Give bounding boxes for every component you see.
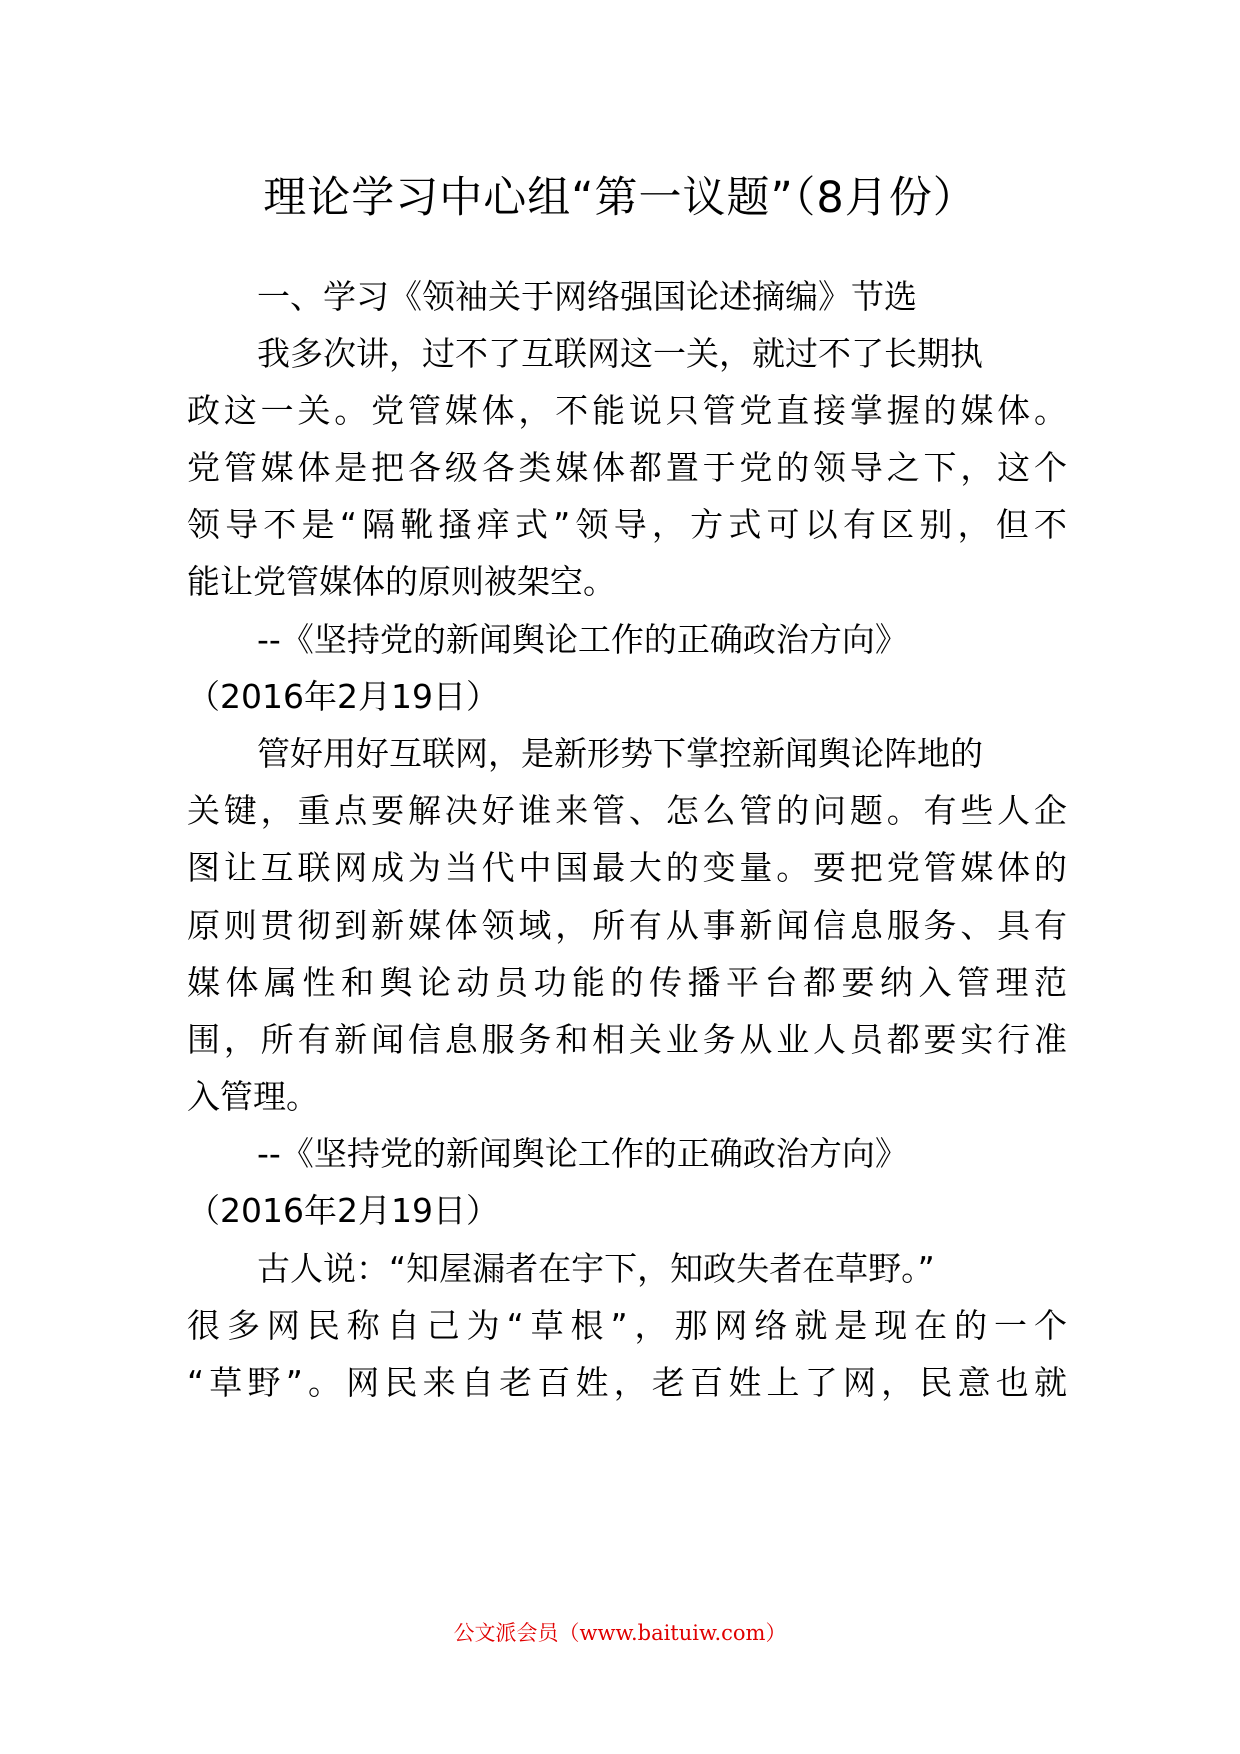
paragraph-line: 关键，重点要解决好谁来管、怎么管的问题。有些人企	[187, 791, 1067, 830]
paragraph-line: 我多次讲，过不了互联网这一关，就过不了长期执	[257, 334, 983, 373]
citation-date: （2016年2月19日）	[187, 677, 499, 716]
footer-watermark: 公文派会员（www.baituiw.com）	[453, 1621, 787, 1645]
paragraph-line: 能让党管媒体的原则被架空。	[187, 562, 616, 601]
citation-line: --《坚持党的新闻舆论工作的正确政治方向》	[257, 620, 908, 659]
document-title: 理论学习中心组“第一议题”（8月份）	[263, 173, 977, 223]
paragraph-line: 围，所有新闻信息服务和相关业务从业人员都要实行准	[187, 1020, 1067, 1059]
paragraph-line: “草野”。网民来自老百姓，老百姓上了网，民意也就	[187, 1363, 1067, 1402]
paragraph-line: 原则贯彻到新媒体领域，所有从事新闻信息服务、具有	[187, 906, 1067, 945]
paragraph-line: 领导不是“隔靴搔痒式”领导，方式可以有区别，但不	[187, 505, 1067, 544]
paragraph-line: 政这一关。党管媒体，不能说只管党直接掌握的媒体。	[187, 391, 1067, 430]
paragraph-line: 很多网民称自己为“草根”，那网络就是现在的一个	[187, 1306, 1067, 1345]
citation-date: （2016年2月19日）	[187, 1191, 499, 1230]
paragraph-line: 入管理。	[187, 1077, 319, 1116]
citation-line: --《坚持党的新闻舆论工作的正确政治方向》	[257, 1134, 908, 1173]
section-heading: 一、学习《领袖关于网络强国论述摘编》节选	[257, 277, 917, 316]
paragraph-line: 古人说：“知屋漏者在宇下，知政失者在草野。”	[257, 1249, 935, 1288]
paragraph-line: 媒体属性和舆论动员功能的传播平台都要纳入管理范	[187, 963, 1067, 1002]
paragraph-line: 图让互联网成为当代中国最大的变量。要把党管媒体的	[187, 848, 1067, 887]
paragraph-line: 党管媒体是把各级各类媒体都置于党的领导之下，这个	[187, 448, 1067, 487]
paragraph-line: 管好用好互联网，是新形势下掌控新闻舆论阵地的	[257, 734, 983, 773]
